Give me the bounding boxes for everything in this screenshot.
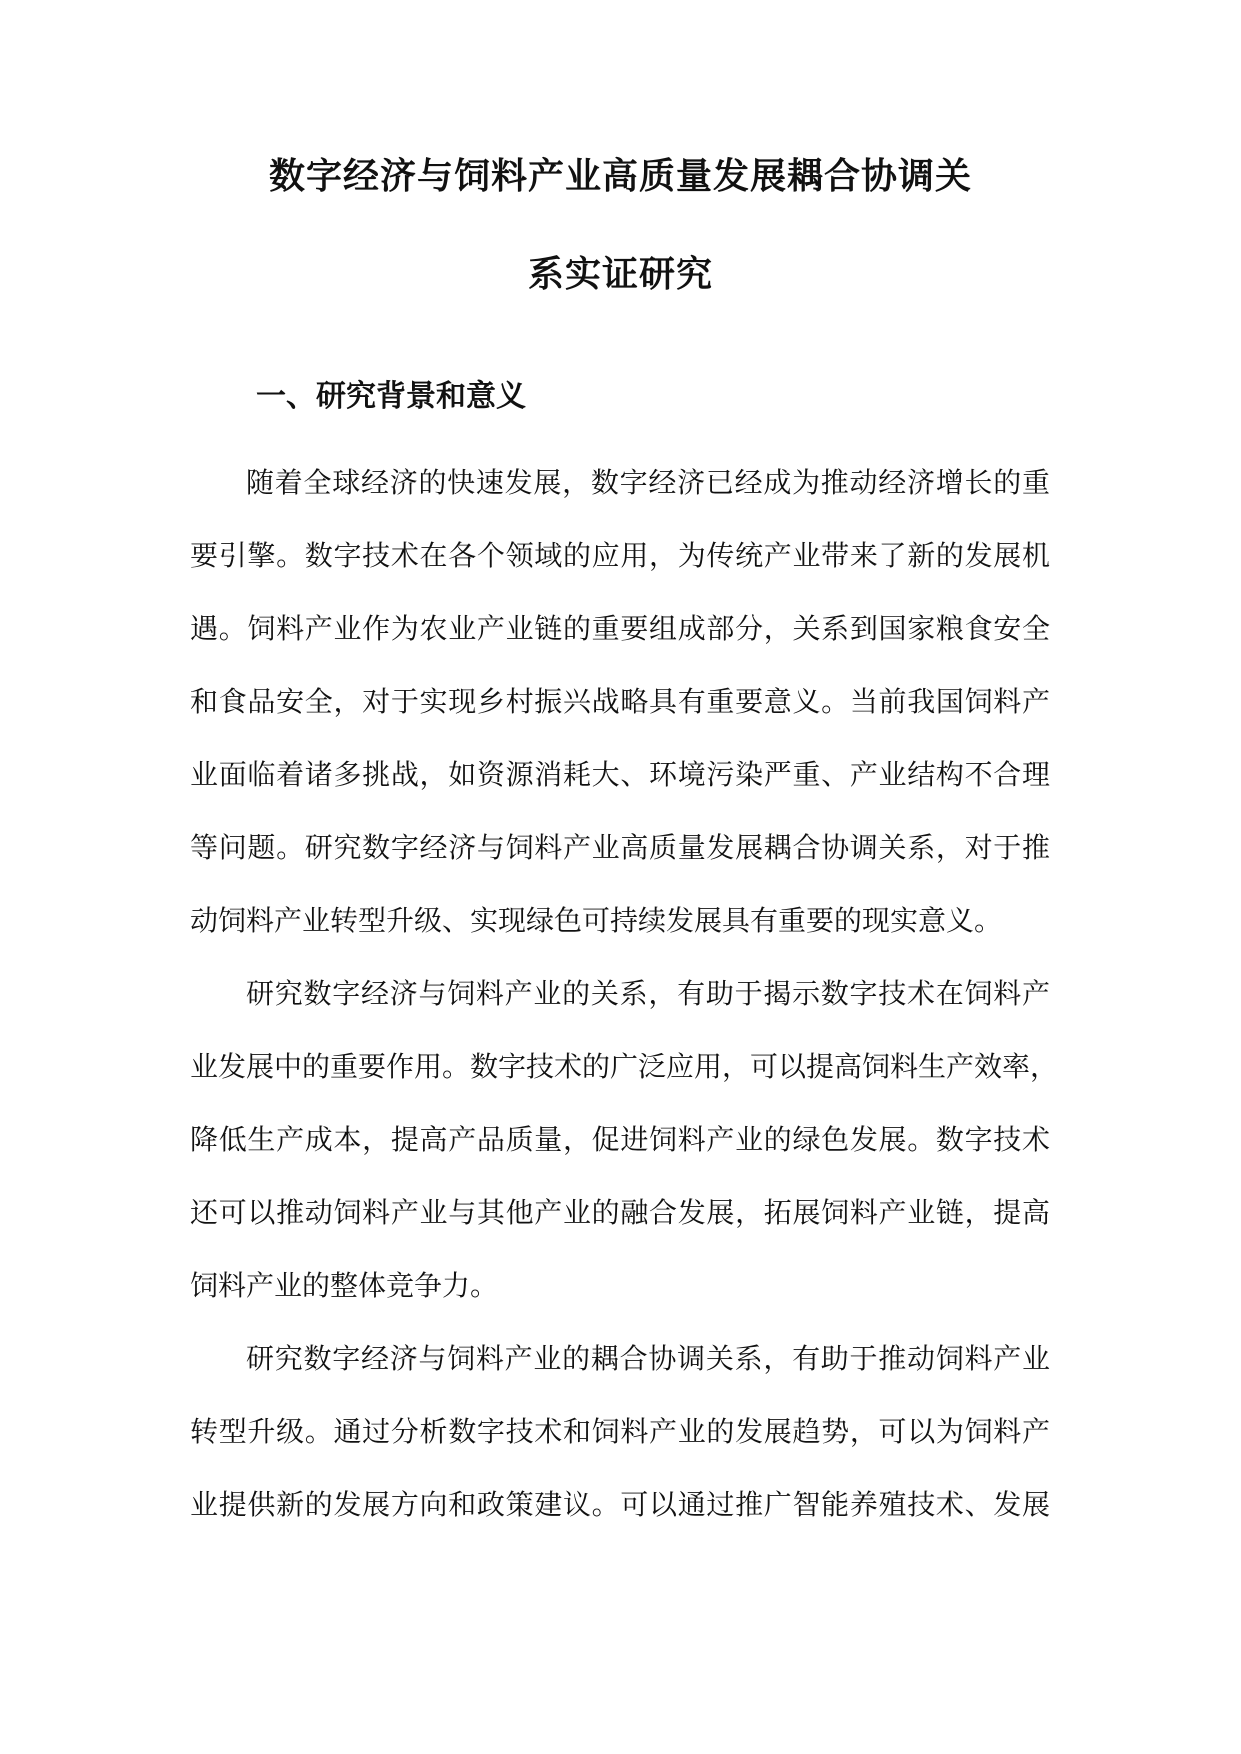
- paragraph-3-line-2: 转型升级。通过分析数字技术和饲料产业的发展趋势，可以为饲料产: [190, 1415, 1050, 1448]
- document-title-line-2: 系实证研究: [527, 253, 713, 295]
- paragraph-3-line-1: 研究数字经济与饲料产业的耦合协调关系，有助于推动饲料产业: [246, 1342, 1050, 1375]
- paragraph-1-line-4: 和食品安全，对于实现乡村振兴战略具有重要意义。当前我国饲料产: [190, 685, 1050, 718]
- paragraph-2-line-2: 业发展中的重要作用。数字技术的广泛应用，可以提高饲料生产效率，: [190, 1050, 1059, 1083]
- paragraph-1-line-5: 业面临着诸多挑战，如资源消耗大、环境污染严重、产业结构不合理: [190, 758, 1050, 791]
- paragraph-2-line-5: 饲料产业的整体竞争力。: [190, 1269, 499, 1302]
- paragraph-1-line-2: 要引擎。数字技术在各个领域的应用，为传统产业带来了新的发展机: [190, 539, 1050, 572]
- paragraph-1-line-3: 遇。饲料产业作为农业产业链的重要组成部分，关系到国家粮食安全: [190, 612, 1050, 645]
- paragraph-2-line-4: 还可以推动饲料产业与其他产业的融合发展，拓展饲料产业链，提高: [190, 1196, 1050, 1229]
- paragraph-3-line-3: 业提供新的发展方向和政策建议。可以通过推广智能养殖技术、发展: [190, 1488, 1050, 1521]
- paragraph-2-line-3: 降低生产成本，提高产品质量，促进饲料产业的绿色发展。数字技术: [190, 1123, 1050, 1156]
- paragraph-1-line-1: 随着全球经济的快速发展，数字经济已经成为推动经济增长的重: [246, 466, 1050, 499]
- paragraph-2-line-1: 研究数字经济与饲料产业的关系，有助于揭示数字技术在饲料产: [246, 977, 1050, 1010]
- paragraph-1-line-6: 等问题。研究数字经济与饲料产业高质量发展耦合协调关系，对于推: [190, 831, 1050, 864]
- paragraph-1-line-7: 动饲料产业转型升级、实现绿色可持续发展具有重要的现实意义。: [190, 904, 1003, 937]
- document-title-line-1: 数字经济与饲料产业高质量发展耦合协调关: [268, 155, 972, 197]
- section-heading: 一、研究背景和意义: [256, 379, 526, 414]
